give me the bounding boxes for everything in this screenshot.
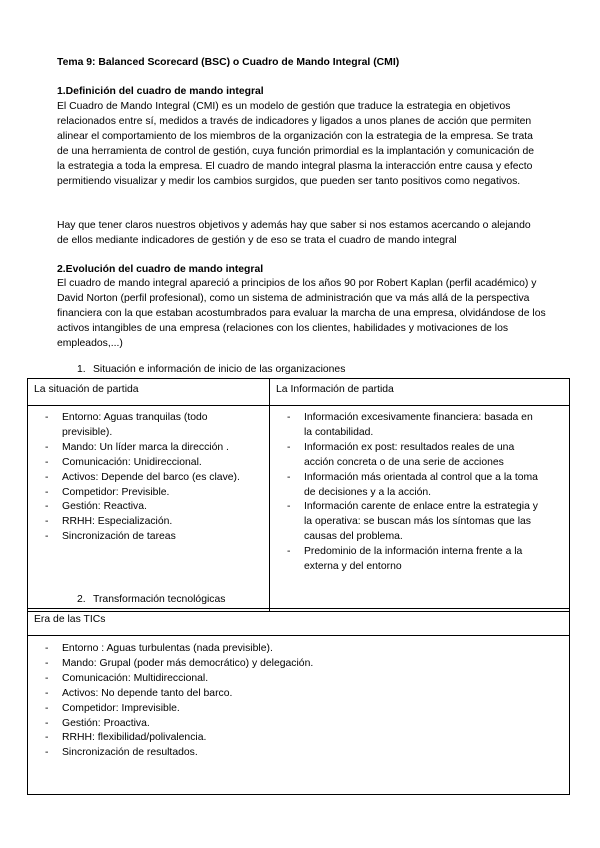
- list-item: - Entorno : Aguas turbulentas (nada previsible).: [45, 643, 273, 654]
- list-item: - RRHH: flexibilidad/polivalencia.: [45, 732, 207, 744]
- list-item-situacion: [77, 363, 345, 378]
- list-item: - Mando: Grupal (poder más democrático) y delegación.: [45, 657, 314, 669]
- tics-list: [28, 642, 508, 761]
- section2-paragraph: El cuadro de mando integral apareció a principios de los años 90 por Robert Kaplan (perfil académico) y David Norton (perfil profesional), como un sistema de administración que va más allá de la perspectiva financiera con la que estaban acostumbrados para evaluar la marcha de una empresa, olvidándose de los activos intangibles de una empresa (relaciones con los clientes, habilidades y motivaciones de los empleados,...): [57, 278, 546, 349]
- situacion-list: [28, 411, 250, 545]
- section1-heading: 1.Definición del cuadro de mando integral: [57, 86, 264, 97]
- list-item: - Información más orientada al control que a la toma de decisiones y a la acción.: [287, 471, 538, 498]
- section1-paragraph2: Hay que tener claros nuestros objetivos y además hay que saber si nos estamos acercando o alejando de ellos mediante indicadores de gestión y de eso se trata el cuadro de mando integral: [57, 220, 531, 246]
- list-item: - Entorno: Aguas tranquilas (todo previsible).: [45, 412, 208, 438]
- situacion-cell-right: [270, 406, 570, 612]
- tics-table: [27, 608, 570, 795]
- list-item: - Activos: Depende del barco (es clave).: [45, 471, 240, 483]
- list-number: 2.: [77, 594, 86, 605]
- list-item: - Comunicación: Multidireccional.: [45, 672, 209, 684]
- section2-heading: 2.Evolución del cuadro de mando integral: [57, 264, 264, 275]
- list-number: 1.: [77, 364, 86, 375]
- situacion-header-left: La situación de partida: [28, 379, 270, 406]
- list-item: - Mando: Un líder marca la dirección .: [45, 441, 229, 453]
- list-item: - Sincronización de resultados.: [45, 747, 198, 759]
- list-item: - Gestión: Proactiva.: [45, 717, 150, 729]
- situacion-table: [27, 378, 570, 612]
- list-item: - Competidor: Previsible.: [45, 486, 170, 498]
- informacion-list: [270, 411, 540, 575]
- list-item: - Información carente de enlace entre la estrategia y la operativa: se buscan más los síntomas que las causas del problema.: [287, 501, 538, 543]
- list-label: Situación e información de inicio de las organizaciones: [93, 364, 346, 375]
- list-label: Transformación tecnológicas: [93, 594, 226, 605]
- situacion-header-right: La Información de partida: [270, 379, 570, 406]
- list-item: - Competidor: Imprevisible.: [45, 702, 180, 714]
- list-item: - Gestión: Reactiva.: [45, 501, 147, 513]
- list-item: - Información excesivamente financiera: basada en la contabilidad.: [287, 412, 533, 438]
- list-item: - Comunicación: Unidireccional.: [45, 456, 202, 468]
- situacion-cell-left: [28, 406, 270, 612]
- tics-cell: [28, 636, 570, 795]
- list-item: - Predominio de la información interna frente a la externa y del entorno: [287, 546, 523, 573]
- section1-paragraph1: El Cuadro de Mando Integral (CMI) es un modelo de gestión que traduce la estrategia en objetivos relacionados entre sí, medidos a través de indicadores y ligados a unos planes de acción que permiten alinear el comportamiento de los miembros de la organización con la estrategia de la empresa. Se trata de una herramienta de control de gestión, cuya función primordial es la implantación y comunicación de la estrategia a toda la empresa. El cuadro de mando integral plasma la interacción entre causa y efecto permitiendo visualizar y medir los cambios surgidos, que pueden ser tanto positivos como negativos.: [57, 101, 535, 187]
- list-item: - Información ex post: resultados reales de una acción concreta o de una serie de acciones: [287, 441, 515, 468]
- document-title: Tema 9: Balanced Scorecard (BSC) o Cuadro de Mando Integral (CMI): [57, 57, 400, 68]
- list-item: - Activos: No depende tanto del barco.: [45, 687, 233, 699]
- list-item: - RRHH: Especialización.: [45, 516, 173, 528]
- list-item: - Sincronización de tareas: [45, 531, 176, 543]
- list-item-transformacion: [77, 593, 225, 608]
- tics-header: Era de las TICs: [28, 609, 570, 636]
